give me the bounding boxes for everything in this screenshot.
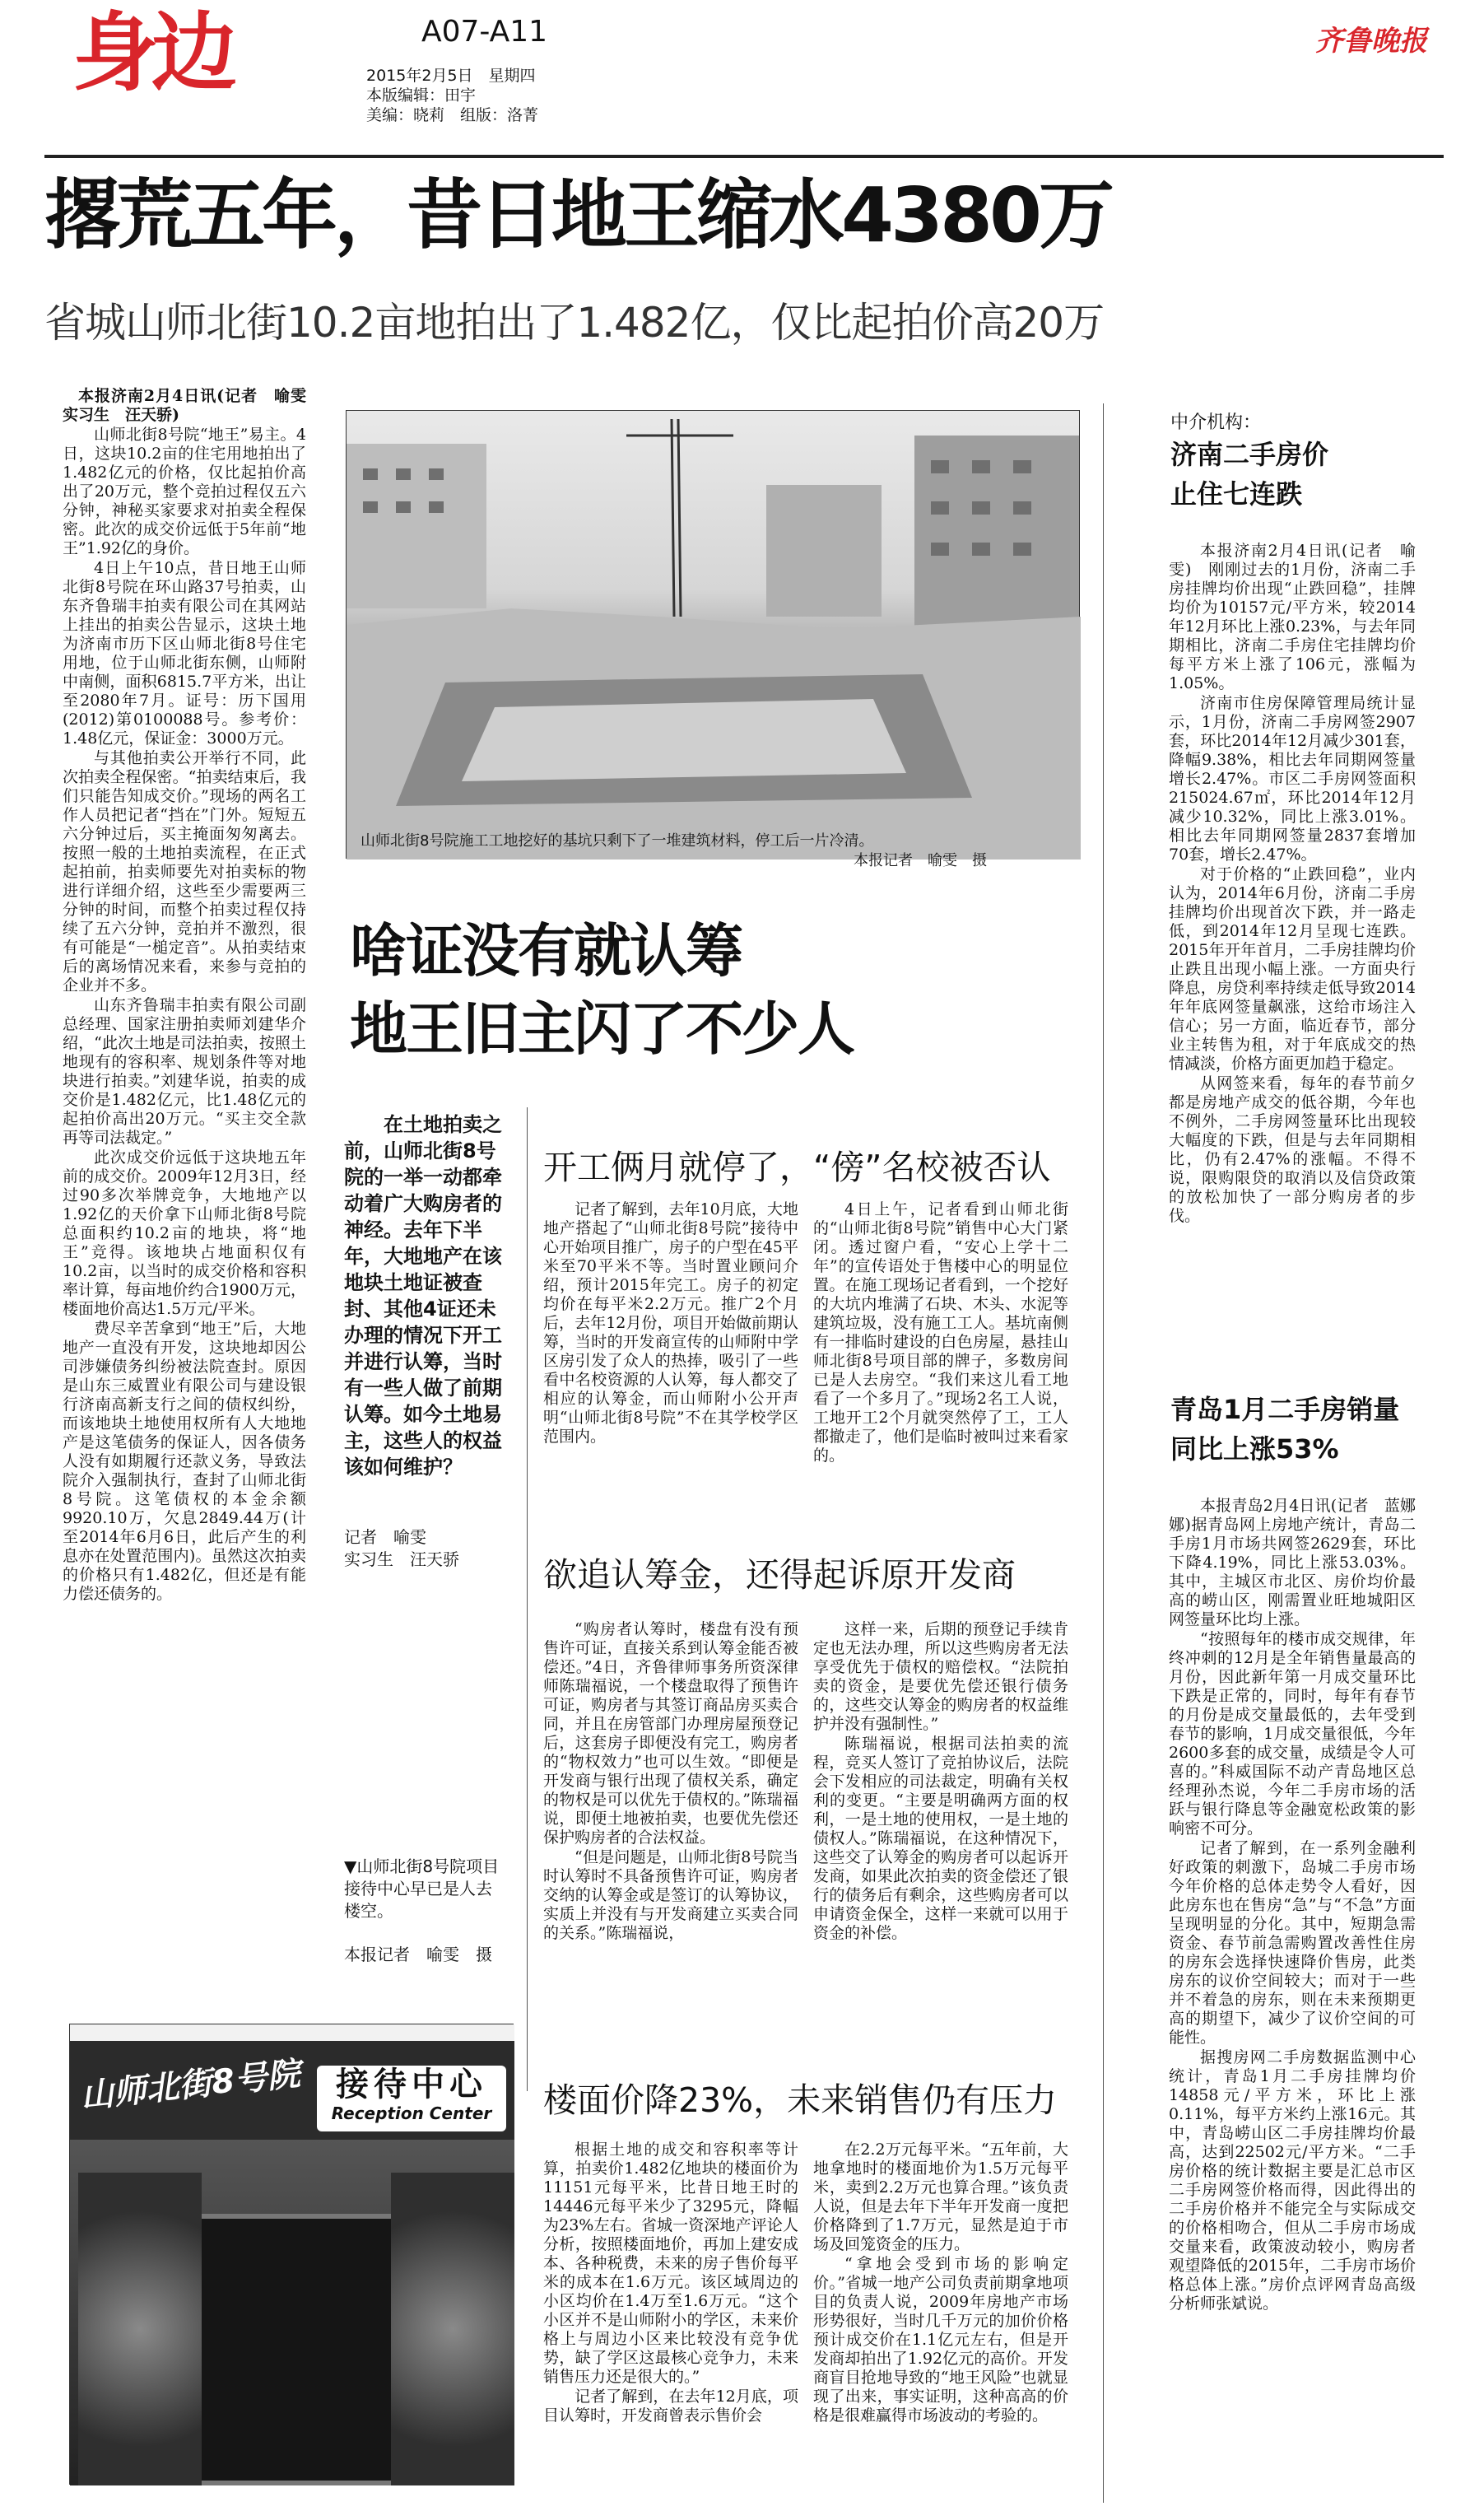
reception-door [193,2214,407,2485]
sidebar-paragraph: “按照每年的楼市成交规律，年终冲刺的12月是全年销售量最高的月份，因此新年第一月成交量环比下跌是正常的，同时，每年有春节的月份是成交量最低的，去年受到春节的影响，1月成交量很低，今年2600多套的成交量，成绩是令人可喜的。”科威国际不动产青岛地区总经理孙杰说，今年二手房市场的活跃与银行降息等金融宽松政策的影响密不可分。 [1169,1630,1416,1838]
sidebar-label: 中介机构： [1170,412,1262,433]
section3-col1 [543,2141,798,2503]
sidebar-paragraph: 据搜房网二手房数据监测中心统计，青岛1月二手房挂牌均价14858元/平方米，环比上涨0.11%，每平方米约上涨16元。其中，青岛崂山区二手房挂牌均价最高，达到22502元/平方米。“二手房价格的统计数据主要是汇总市区二手房网签价格而得，因此得出的二手房价格并不能完全与实际成交的价格相吻合，但从二手房市场成交量来看，政策波动较小，购房者观望降低的2015年，二手房市场价格总体上涨。”房价点评网青岛高级分析师张斌说。 [1169,2048,1416,2313]
top-photo-credit: 本报记者 喻雯 摄 [854,852,987,869]
section1-paragraph: 记者了解到，去年10月底，大地地产搭起了“山师北街8号院”接待中心开始项目推广，房子的户型在45平米至70平米不等。当时置业顾问介绍，预计2015年完工。房子的初定均价在每平米2.2万元。推广2个月后，去年12月份，项目开始做前期认筹，当时的开发商宣传的山师附中学区房引发了众人的热捧，吸引了一些看中名校资源的人认筹，每人都交了相应的认筹金，而山师附小公开声明“山师北街8号院”不在其学校学区范围内。 [543,1200,798,1446]
lead-paragraph: 与其他拍卖公开举行不同，此次拍卖全程保密。“拍卖结束后，我们只能告知成交价。”现场的两名工作人员把记者“挡在”门外。短短五六分钟过后，买主掩面匆匆离去。按照一般的土地拍卖流程，在正式起拍前，拍卖师要先对拍卖标的物进行详细介绍，这些至少需要两三分钟的时间，而整个拍卖过程仅持续了五六分钟，竞拍并不激烈，很有可能是“一槌定音”。从拍卖结束后的离场情况来看，来参与竞拍的企业并不多。 [63,749,306,995]
section1-col2 [813,1200,1068,1530]
feature-byline-intern: 实习生 汪天骄 [344,1549,459,1569]
sidebar-headline1-line2: 止住七连跌 [1170,478,1303,510]
lead-byline: 本报济南2月4日讯(记者 喻雯 实习生 汪天骄) [63,387,323,424]
reception-sign-title: 接待中心 [336,2066,487,2103]
section2-paragraph: 这样一来，后期的预登记手续肯定也无法办理，所以这些购房者无法享受优先于债权的赔偿权。“法院拍卖的资金，是要优先偿还银行债务的，这些交认筹金的购房者的权益维护并没有强制性。” [813,1620,1068,1733]
section3-col2 [813,2141,1068,2503]
reception-sign-name: 山师北街8号院 [78,2055,302,2116]
lead-paragraph: 山师北街8号院“地王”易主。4日，这块10.2亩的住宅用地拍出了1.482亿元的价格，仅比起拍价高出了20万元，整个竞拍过程仅五六分钟，神秘买家要求对拍卖全程保密。此次的成交价远低于5年前“地王”1.92亿的身价。 [63,426,306,557]
sidebar-paragraph: 从网签来看，每年的春节前夕都是房地产成交的低谷期，今年也不例外，二手房网签量环比出现较大幅度的下跌，但是与去年同期相比，仍有2.47%的涨幅。不得不说，限购限贷的取消以及信贷政策的放松加快了一部分购房者的步伐。 [1169,1074,1416,1225]
sidebar-paragraph: 本报青岛2月4日讯(记者 蓝娜娜)据青岛网上房地产统计，青岛二手房1月市场共网签2629套，环比下降4.19%，同比上涨53.03%。其中，主城区市北区、房价均价最高的崂山区，刚需置业旺地城阳区网签量环比均上涨。 [1169,1497,1416,1628]
construction-pit-illustration [347,411,1081,860]
sidebar-paragraph: 对于价格的“止跌回稳”，业内认为，2014年6月份，济南二手房挂牌均价出现首次下跌，并一路走低，到2014年12月呈现七连跌。2015年开年首月，二手房挂牌均价止跌且出现小幅上涨。一方面央行降息，房贷利率持续走低导致2014年年底网签量飙涨，这给市场注入信心；另一方面，临近春节，部分业主转售为租，对于年底成交的热情减淡，价格方面更加趋于稳定。 [1169,865,1416,1073]
lead-story [63,387,323,1992]
column-divider [527,1107,528,2091]
section2-paragraph: “但是问题是，山师北街8号院当时认筹时不具备预售许可证，购房者交纳的认筹金或是签订的认筹协议，实质上并没有与开发商建立买卖合同的关系。”陈瑞福说， [543,1848,798,1942]
section2-col1 [543,1620,798,2007]
sidebar-paragraph: 本报济南2月4日讯(记者 喻雯) 刚刚过去的1月份，济南二手房挂牌均价出现“止跌回稳”，挂牌均价为10157元/平方米，较2014年12月环比上涨0.23%，与去年同期相比，济南二手房住宅挂牌均价每平方米上涨了106元，涨幅为1.05%。 [1169,542,1416,692]
design-credit: 美编：晓莉 组版：洛菁 [366,106,539,124]
lead-headline: 撂荒五年，昔日地王缩水4380万 [44,171,1112,259]
sidebar-story2 [1169,1497,1416,2503]
lead-paragraph: 此次成交价远低于这块地五年前的成交价。2009年12月3日，经过90多次举牌竞争，大地地产以1.92亿的天价拿下山师北街8号院总面积约10.2亩的地块，将“地王”竞得。该地块占地面积仅有10.2亩，以当时的成交价格和容积率计算，每亩地价约合1900万元，楼面地价高达1.5万元/平米。 [63,1148,306,1318]
masthead-rule [44,155,1444,158]
christmas-decoration [78,2173,202,2485]
sidebar-paragraph: 济南市住房保障管理局统计显示，1月份，济南二手房网签2907套，环比2014年12月减少301套，降幅9.38%，相比去年同期网签量增长2.47%。市区二手房网签面积215024.67㎡，环比2014年12月减少10.32%，同比上涨3.01%。相比去年同期网签量2837套增加70套，增长2.47%。 [1169,694,1416,864]
lead-subhead: 省城山师北街10.2亩地拍出了1.482亿，仅比起拍价高20万 [44,299,1105,347]
issue-date: 2015年2月5日 星期四 [366,67,536,85]
reception-photo-caption: ▼山师北街8号院项目接待中心早已是人去楼空。 [344,1856,500,1921]
feature-byline-reporter: 记者 喻雯 [344,1527,426,1547]
sidebar-headline2-line1: 青岛1月二手房销量 [1170,1394,1400,1425]
feature-headline-line2: 地王旧主闪了不少人 [350,995,854,1063]
lead-paragraph: 4日上午10点，昔日地王山师北街8号院在环山路37号拍卖，山东齐鲁瑞丰拍卖有限公司在其网站上挂出的拍卖公告显示，这块土地为济南市历下区山师北街8号住宅用地，位于山师北街东侧，山师附中南侧，面积6815.7平方米，出让至2080年7月。证号：历下国用(2012)第0100088号。参考价：1.48亿元，保证金：3000万元。 [63,559,306,748]
section3-paragraph: “拿地会受到市场的影响定价。”省城一地产公司负责前期拿地项目的负责人说，2009年房地产市场形势很好，当时几千万元的加价价格预计成交价在1.1亿元左右，但是开发商却拍出了1.92亿元的高价。开发商盲目抢地导致的“地王风险”也就显现了出来，事实证明，这种高高的价格是很难赢得市场波动的考验的。 [813,2255,1068,2425]
section3-paragraph: 在2.2万元每平米。“五年前，大地拿地时的楼面地价为1.5万元每平米，卖到2.2万元也算合理。”该负责人说，但是去年下半年开发商一度把价格降到了1.7万元，显然是迫于市场及回笼资金的压力。 [813,2141,1068,2253]
reception-photo-credit: 本报记者 喻雯 摄 [344,1945,492,1964]
construction-site-photo [346,410,1080,859]
section1-paragraph: 4日上午，记者看到山师北街的“山师北街8号院”销售中心大门紧闭。透过窗户看，“安心上学十二年”的宣传语处于售楼中心的明显位置。在施工现场记者看到，一个挖好的大坑内堆满了石块、木头、水泥等建筑垃圾，没有施工工人。基坑南侧有一排临时建设的白色房屋，悬挂山师北街8号项目部的牌子，多数房间已是人去房空。“我们来这儿看工地看了一个多月了。”现场2名工人说，工地开工2个月就突然停了工，工人都撤走了，他们是临时被叫过来看家的。 [813,1200,1068,1465]
feature-headline-line1: 啥证没有就认筹 [350,917,742,985]
section2-paragraph: 陈瑞福说，根据司法拍卖的流程，竞买人签订了竞拍协议后，法院会下发相应的司法裁定，明确有关权利的变更。“主要是明确两方面的权利，一是土地的使用权，一是土地的债权人。”陈瑞福说，在这种情况下，这些交了认筹金的购房者可以起诉开发商，如果此次拍卖的资金偿还了银行的债务后有剩余，这些购房者可以申请资金保全，这样一来就可以用于资金的补偿。 [813,1735,1068,1942]
reception-sign-english: Reception Center [331,2103,492,2123]
editor-credit: 本版编辑：田宇 [366,86,477,105]
sidebar-headline2-line2: 同比上涨53% [1170,1433,1339,1465]
sidebar-paragraph: 记者了解到，在一系列金融利好政策的刺激下，岛城二手房市场今年价格的总体走势令人看好，因此房东也在售房“急”与“不急”方面呈现明显的分化。其中，短期急需资金、春节前急需购置改善性住房的房东会选择快速降价售房，此类房东的议价空间较大；而对于一些并不着急的房东，则在未来预期更高的期望下，减少了议价空间的可能性。 [1169,1839,1416,2047]
sidebar-headline1-line1: 济南二手房价 [1170,439,1329,470]
section1-col1 [543,1200,798,1530]
christmas-decoration [391,2173,514,2485]
top-photo-caption: 山师北街8号院施工工地挖好的基坑只剩下了一堆建筑材料，停工后一片冷清。 [361,832,874,850]
page-range: A07-A11 [421,15,548,49]
section2-title: 欲追认筹金，还得起诉原开发商 [543,1555,1016,1595]
sidebar-story1 [1169,542,1416,1365]
section3-paragraph: 根据土地的成交和容积率等计算，拍卖价1.482亿地块的楼面价为11151元每平米，比昔日地王时的14446元每平米少了3295元，降幅为23%左右。省城一资深地产评论人分析，按照楼面地价，再加上建安成本、各种税费，未来的房子售价每平米的成本在1.6万元。该区域周边的小区均价在1.4万至1.6万元。“这个小区并不是山师附小的学区，未来价格上与周边小区来比较没有竞争优势，缺了学区这最核心竞争力，未来销售压力还是很大的。” [543,2141,798,2386]
sidebar-divider [1103,403,1104,2503]
section3-paragraph: 记者了解到，在去年12月底，项目认筹时，开发商曾表示售价会 [543,2388,798,2425]
reception-center-photo [69,2024,514,2485]
section2-col2 [813,1620,1068,2007]
pull-quote: 在土地拍卖之前，山师北街8号院的一举一动都牵动着广大购房者的神经。去年下半年，大地地产在该地块土地证被查封、其他4证还未办理的情况下开工并进行认筹，当时有一些人做了前期认筹。如今土地易主，这些人的权益该如何维护？ [344,1113,502,1479]
section1-title: 开工俩月就停了，“傍”名校被否认 [543,1148,1051,1187]
newspaper-name: 齐鲁晚报 [1315,25,1427,58]
section-logo: 身边 [72,2,231,103]
section3-title: 楼面价降23%，未来销售仍有压力 [543,2080,1058,2120]
lead-paragraph: 费尽辛苦拿到“地王”后，大地地产一直没有开发，这块地却因公司涉嫌债务纠纷被法院查封。原因是山东三威置业有限公司与建设银行济南高新支行之间的债权纠纷，而该地块土地使用权所有人大地地产是这笔债务的保证人，因各债务人没有如期履行还款义务，导致法院介入强制执行，查封了山师北街8号院。这笔债权的本金余额9920.10万，欠息2849.44万(计至2014年6月6日，此后产生的利息亦在处置范围内)。虽然这次拍卖的价格只有1.482亿，但还是有能力偿还债务的。 [63,1320,306,1603]
section2-paragraph: “购房者认筹时，楼盘有没有预售许可证，直接关系到认筹金能否被偿还。”4日，齐鲁律师事务所资深律师陈瑞福说，一个楼盘取得了预售许可证，购房者与其签订商品房买卖合同，并且在房管部门办理房屋预登记后，这套房子即便没有完工，购房者的“物权效力”也可以生效。“即便是开发商与银行出现了债权关系，确定的物权是可以优先于债权的。”陈瑞福说，即便土地被拍卖，也要优先偿还保护购房者的合法权益。 [543,1620,798,1847]
lead-paragraph: 山东齐鲁瑞丰拍卖有限公司副总经理、国家注册拍卖师刘建华介绍，“此次土地是司法拍卖，按照土地现有的容积率、规划条件等对地块进行拍卖。”刘建华说，拍卖的成交价是1.482亿元，比1.48亿元的起拍价高出20万元。“买主交全款再等司法裁定。” [63,996,306,1147]
